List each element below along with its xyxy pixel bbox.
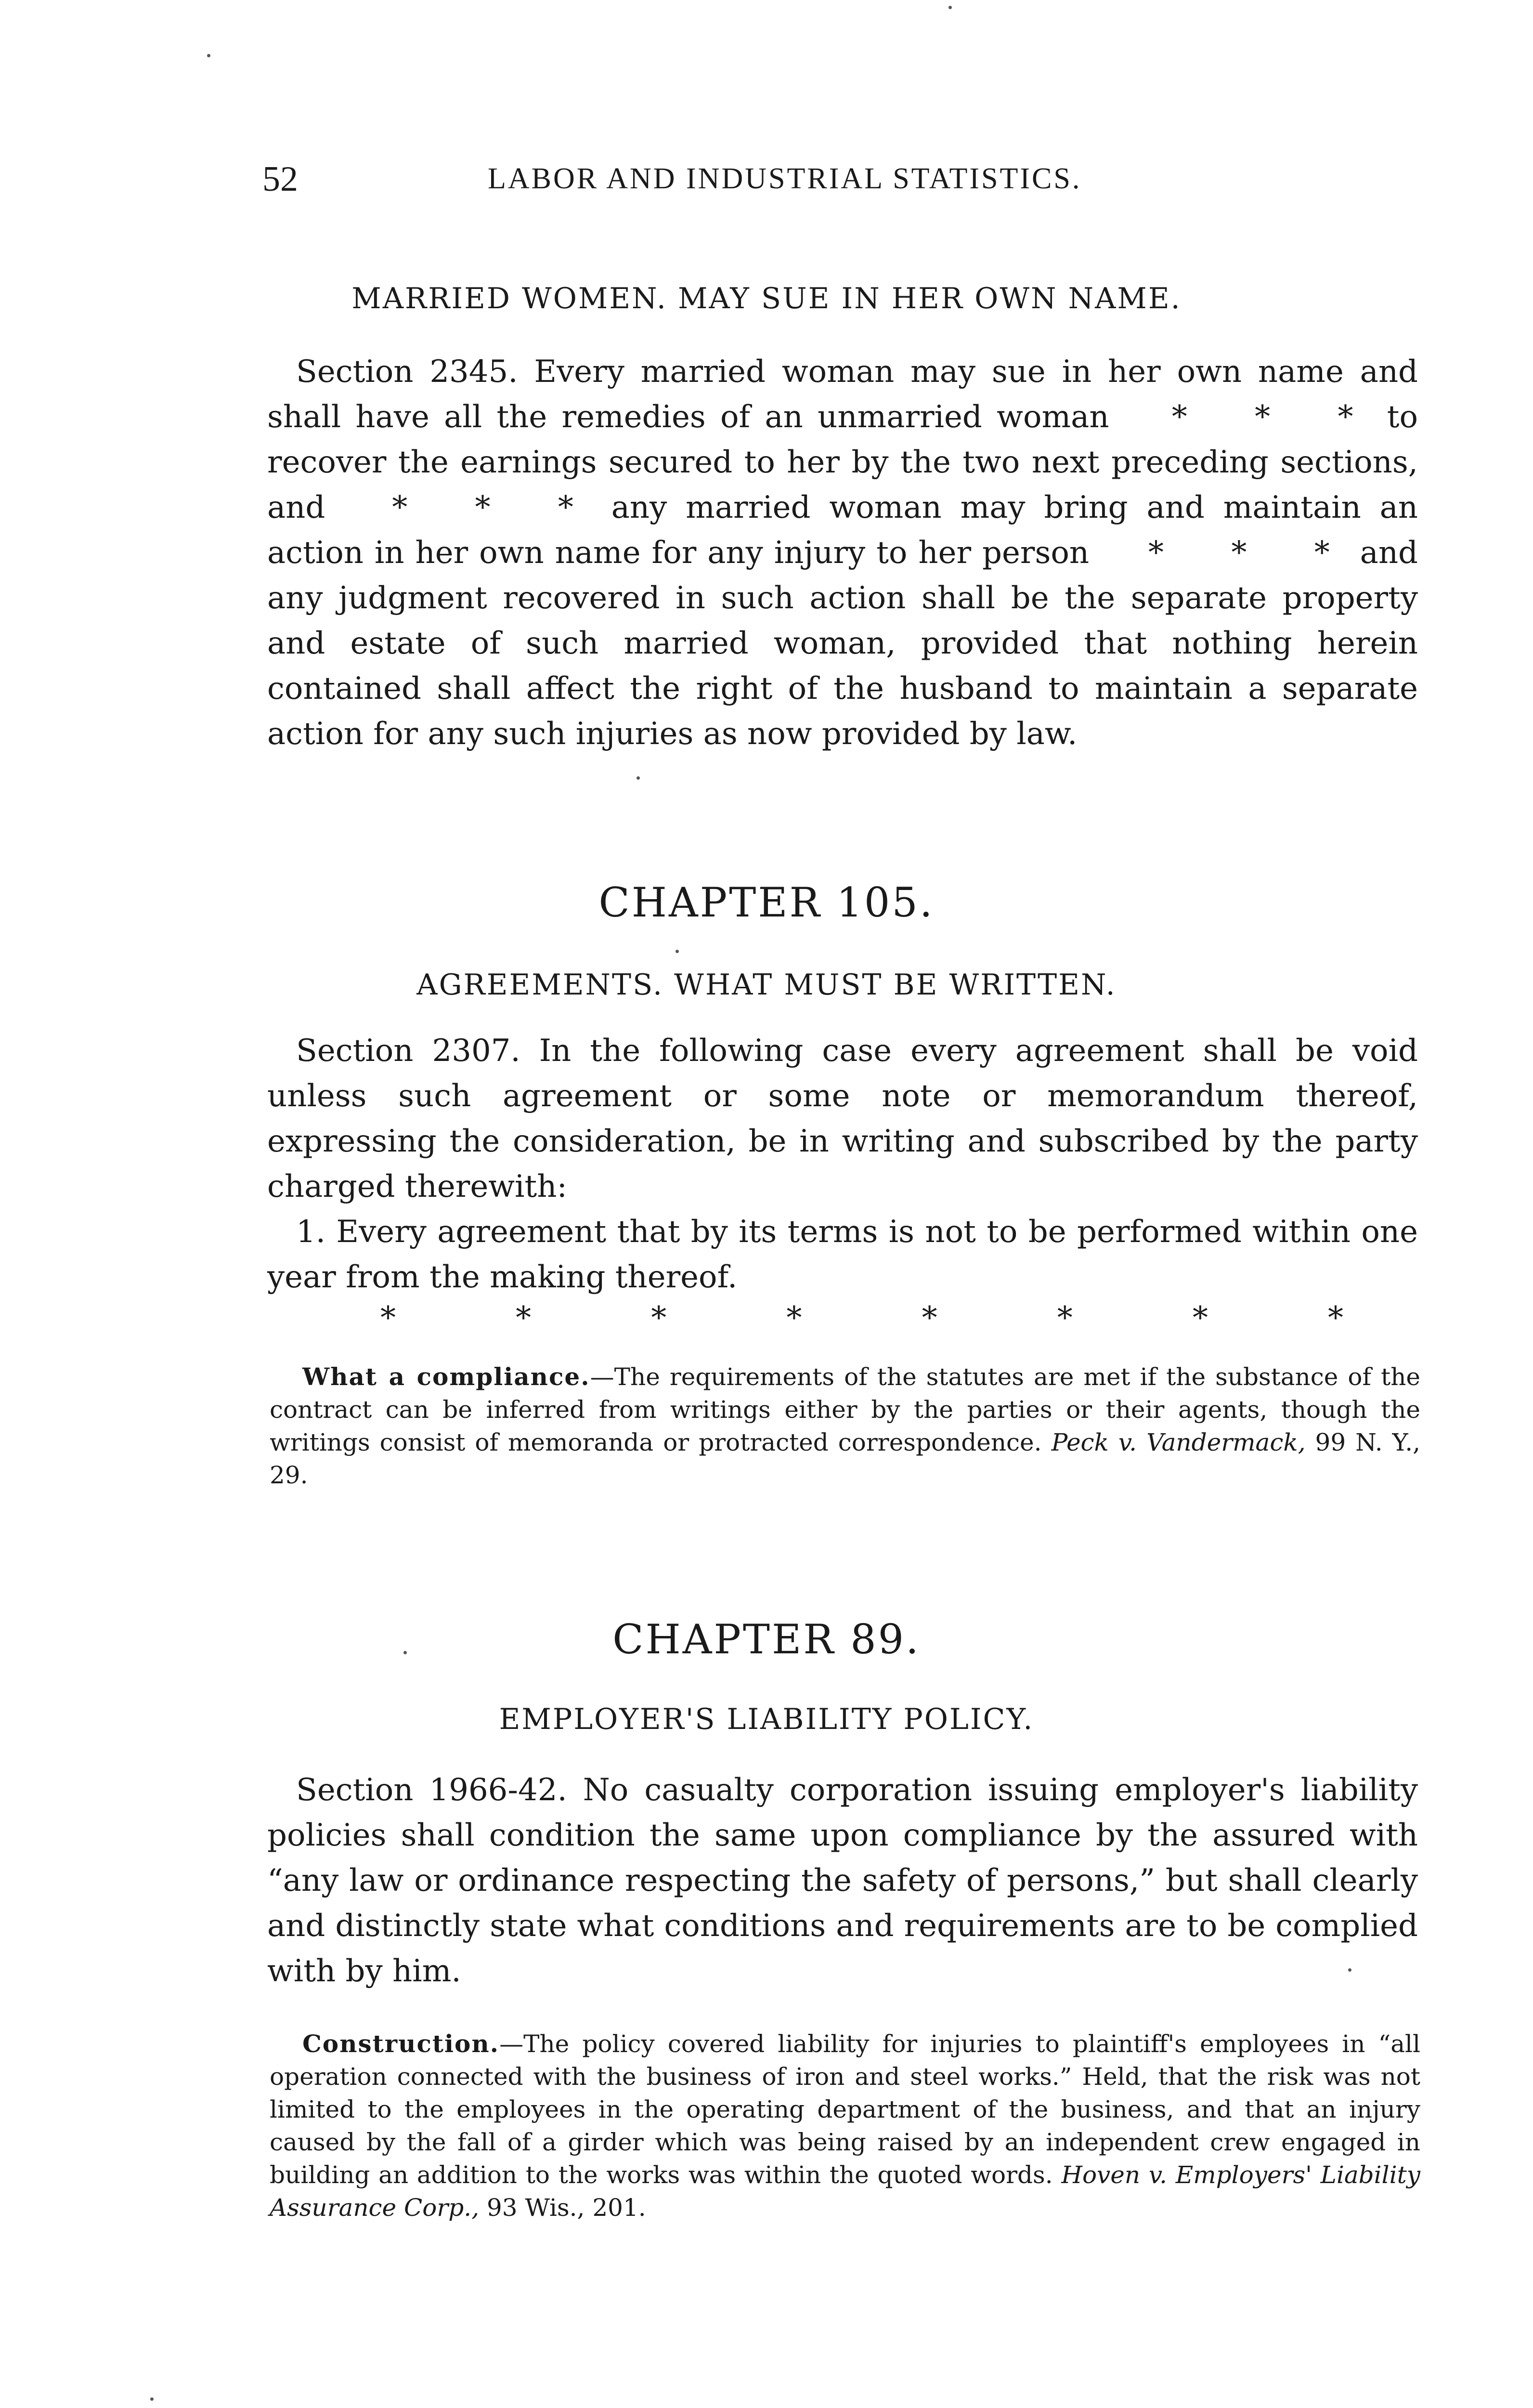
annotation-construction — [270, 2028, 1420, 2224]
annotation-text: —The policy covered liability for injuries to plaintiff's employees in “all operation connected with the business of iron and steel works.” Held, that the risk was not limited to the employees in the operating department of the business, and that an injury caused by the fall of a girder which was being raised by an independent crew engaged in building an addition to the works was within the quoted words. — [270, 2030, 1420, 2189]
chapter-105-heading: AGREEMENTS. WHAT MUST BE WRITTEN. — [416, 968, 1117, 1002]
star: * — [516, 1300, 532, 1336]
ellipsis-stars: * * * — [1148, 535, 1330, 571]
ellipsis-star-row — [380, 1300, 1343, 1336]
section-2307-item-1: 1. Every agreement that by its terms is not to be performed within one year from the making thereof. — [267, 1214, 1418, 1295]
chapter-89-title: CHAPTER 89. — [612, 1616, 921, 1663]
star: * — [1057, 1300, 1073, 1336]
chapter-105-title: CHAPTER 105. — [598, 879, 935, 926]
scan-speck — [1348, 1968, 1351, 1972]
star: * — [651, 1300, 667, 1336]
section-2345-text — [267, 349, 1418, 757]
section-2345-part-a: Section 2345. Every married woman may sue in her own name and shall have all the remedies of an unmarried woman — [267, 354, 1418, 435]
annotation-label: What a compliance. — [302, 1362, 590, 1391]
star: * — [1327, 1300, 1343, 1336]
running-title: LABOR AND INDUSTRIAL STATISTICS. — [488, 162, 1082, 195]
section-1966-42-text — [267, 1767, 1418, 1994]
section-2345-part-d: and any judgment recovered in such action shall be the separate property and estate of such married woman, provided that nothing herein contained shall affect the right of the husband to maintain a separate action for any such injuries as now provided by law. — [267, 535, 1418, 752]
star: * — [786, 1300, 802, 1336]
section-heading-married-women: MARRIED WOMEN. MAY SUE IN HER OWN NAME. — [351, 282, 1182, 315]
star: * — [380, 1300, 396, 1336]
scan-speck — [637, 776, 640, 780]
case-citation-rest: 93 Wis., 201. — [479, 2194, 646, 2222]
case-citation: Hoven v. Employers' Liability Assurance Corp., — [270, 2161, 1420, 2222]
annotation-text: —The requirements of the statutes are met if the substance of the contract can be inferred from writings either by the parties or their agents, though the writings consist of memoranda or protracted correspondence. — [270, 1363, 1421, 1456]
section-1966-42-paragraph: Section 1966-42. No casualty corporation issuing employer's liability policies shall condition the same upon compliance by the assured with “any law or ordinance respecting the safety of persons,” but shall clearly and distinctly state what conditions and requirements are to be complied with by him. — [267, 1772, 1418, 1989]
star: * — [922, 1300, 937, 1336]
section-2345-part-c: any married woman may bring and maintain an action in her own name for any injury to her person — [267, 490, 1418, 571]
annotation-label: Construction. — [302, 2029, 500, 2058]
star: * — [1192, 1300, 1208, 1336]
scan-speck — [403, 1651, 407, 1654]
ellipsis-stars: * * * — [1171, 399, 1353, 435]
scan-speck — [948, 6, 952, 9]
chapter-89-heading: EMPLOYER'S LIABILITY POLICY. — [499, 1702, 1034, 1736]
page-header — [262, 159, 1418, 207]
case-citation-rest: 99 N. Y., 29. — [270, 1428, 1420, 1489]
section-2307-text — [267, 1028, 1418, 1300]
scan-speck — [150, 2397, 154, 2401]
case-citation: Peck v. Vandermack, — [1051, 1428, 1306, 1456]
annotation-what-a-compliance — [270, 1361, 1420, 1492]
ellipsis-stars: * * * — [392, 490, 573, 525]
scan-speck — [676, 950, 679, 953]
section-2307-paragraph: Section 2307. In the following case every agreement shall be void unless such agreement or some note or memorandum thereof, expressing the consideration, be in writing and subscribed by the party charged therewith: — [267, 1033, 1418, 1204]
page-number: 52 — [262, 159, 298, 199]
scan-speck — [207, 54, 210, 57]
section-2345-part-b: to recover the earnings secured to her by the two next preceding sections, and — [267, 399, 1418, 525]
